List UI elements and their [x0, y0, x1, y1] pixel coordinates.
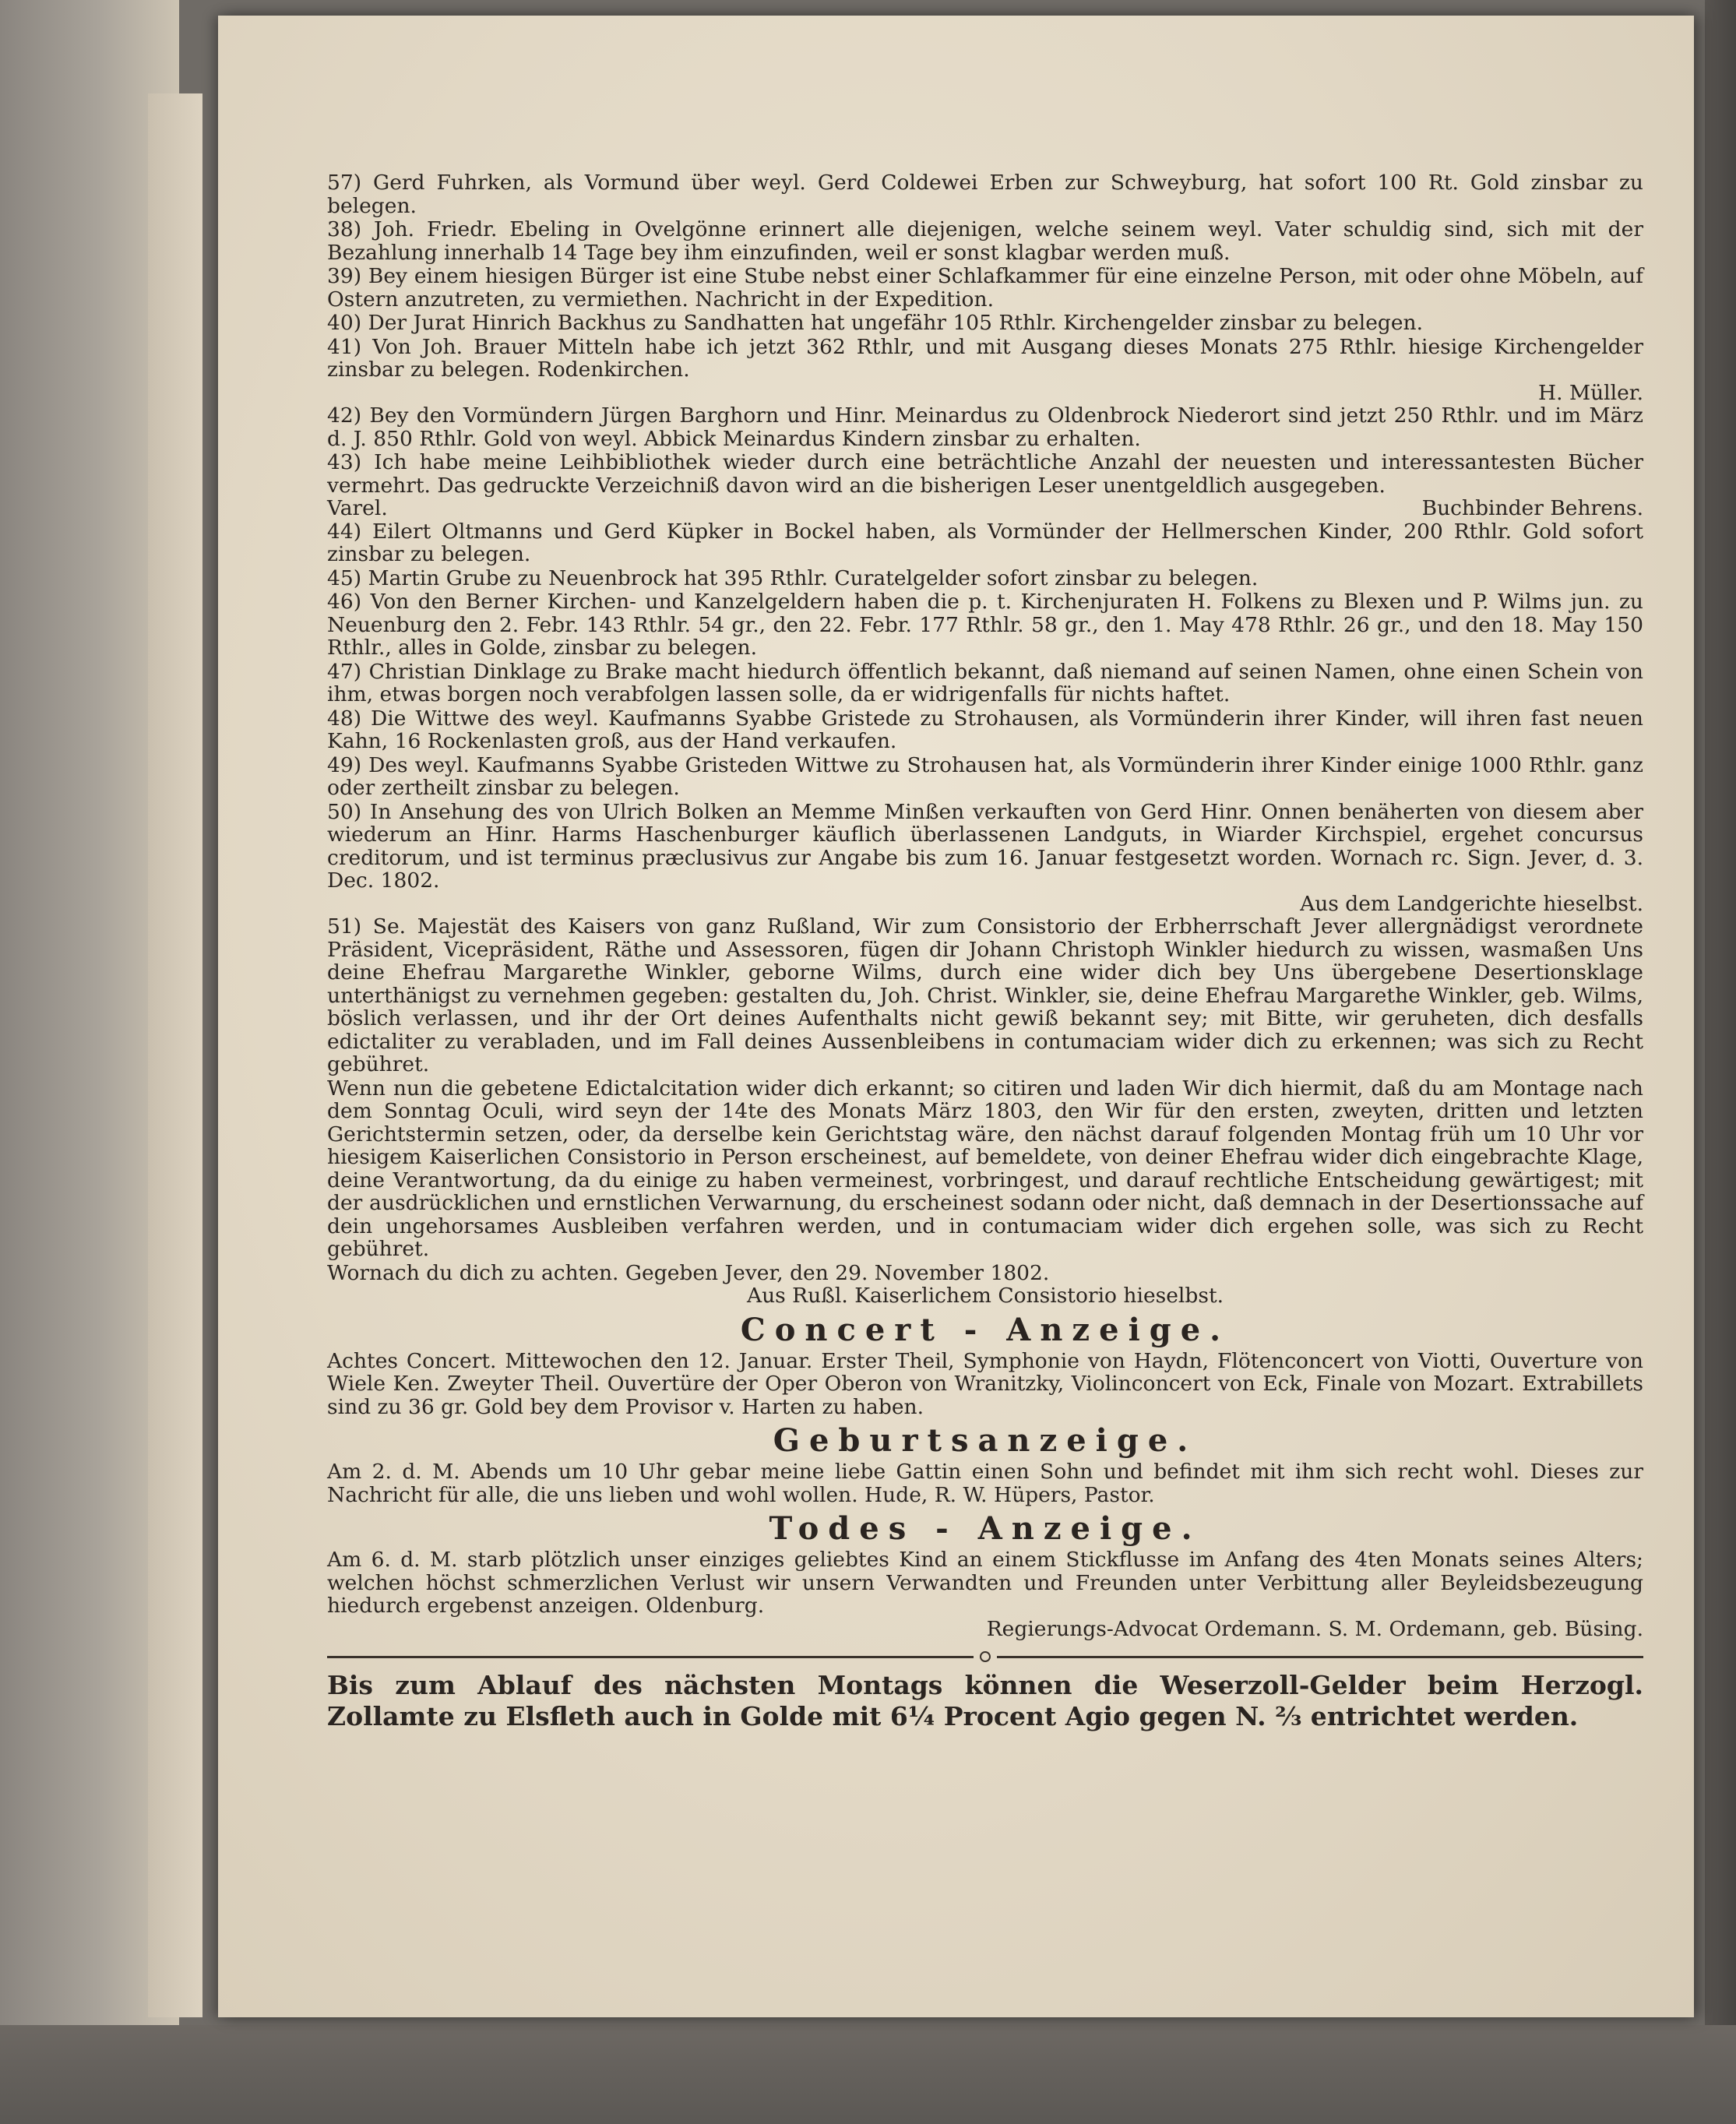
newspaper-page: [218, 16, 1694, 2017]
birth-heading: Geburtsanzeige.: [773, 1422, 1198, 1459]
notice-51-closing: Wornach du dich zu achten. Gegeben Jever, den 29. November 1802.: [327, 1260, 1050, 1285]
signature-43-name: Buchbinder Behrens.: [1421, 496, 1643, 520]
notice-42: 42) Bey den Vormündern Jürgen Barghorn und Hinr. Meinardus zu Oldenbrock Niederort sind jetzt 250 Rthlr. und im März d. J. 850 Rthlr. Gold von weyl. Abbick Meinardus Kindern zinsbar zu erhalten.: [327, 403, 1643, 451]
divider-line-left: [327, 1656, 974, 1658]
notice-48: 48) Die Wittwe des weyl. Kaufmanns Syabbe Gristede zu Strohausen, als Vormünderin ihrer Kinder, will ihren fast neuen Kahn, 16 Rockenlasten groß, aus der Hand verkaufen.: [327, 706, 1643, 753]
scan-background-right: [1705, 0, 1736, 2124]
concert-heading: Concert - Anzeige.: [740, 1311, 1231, 1348]
notice-39: 39) Bey einem hiesigen Bürger ist eine Stube nebst einer Schlafkammer für eine einzelne Person, mit oder ohne Möbeln, auf Ostern anzutreten, zu vermiethen. Nachricht in der Expedition.: [327, 264, 1643, 312]
scan-background-bottom: [0, 2025, 1736, 2124]
notice-47: 47) Christian Dinklage zu Brake macht hiedurch öffentlich bekannt, daß niemand auf seinen Namen, ohne einen Schein von ihm, etwas borgen noch verabfolgen lassen solle, da er widrigenfalls für nichts haftet.: [327, 659, 1643, 706]
death-heading: Todes - Anzeige.: [769, 1510, 1202, 1547]
birth-text: Am 2. d. M. Abends um 10 Uhr gebar meine liebe Gattin einen Sohn und befindet mit ihm sich recht wohl. Dieses zur Nachricht für alle, die uns lieben und wohl wollen. Hude, R. W. Hüpers, Pastor.: [327, 1460, 1643, 1507]
notice-46: 46) Von den Berner Kirchen- und Kanzelgeldern haben die p. t. Kirchenjuraten H. Folkens zu Blexen und P. Wilms jun. zu Neuenburg den 2. Febr. 143 Rthlr. 54 gr., den 22. Febr. 177 Rthlr. 58 gr., den 1. May 478 Rthlr. 26 gr., und den 18. May 150 Rthlr., alles in Golde, zinsbar zu belegen.: [327, 590, 1643, 660]
concert-text: Achtes Concert. Mittewochen den 12. Januar. Erster Theil, Symphonie von Haydn, Flötenconcert von Viotti, Ouverture von Wiele Ken. Zweyter Theil. Ouvertüre der Oper Oberon von Wranitzky, Violinconcert von Eck, Finale von Mozart. Extrabillets sind zu 36 gr. Gold bey dem Provisor v. Harten zu haben.: [327, 1348, 1643, 1419]
notice-43: 43) Ich habe meine Leihbibliothek wieder durch eine beträchtliche Anzahl der neuesten und interessantesten Bücher vermehrt. Das gedruckte Verzeichniß davon wird an die bisherigen Leser unentgeldlich ausgegeben.: [327, 450, 1643, 498]
notice-50: 50) In Ansehung des von Ulrich Bolken an Memme Minßen verkauften von Gerd Hinr. Onnen benäherten von diesem aber wiederum an Hinr. Harms Haschenburger käuflich überlassenen Landguts, in Wiarder Kirchspiel, ergehet concursus creditorum, und ist terminus præclusivus zur Angabe bis zum 16. Januar festgesetzt worden. Wornach rc. Sign. Jever, d. 3. Dec. 1802.: [327, 799, 1643, 893]
notice-40: 40) Der Jurat Hinrich Backhus zu Sandhatten hat ungefähr 105 Rthlr. Kirchengelder zinsbar zu belegen.: [327, 311, 1424, 335]
notice-38: 38) Joh. Friedr. Ebeling in Ovelgönne erinnert alle diejenigen, welche seinem weyl. Vater schuldig sind, sich mit der Bezahlung innerhalb 14 Tage bey ihm einzufinden, weil er sonst klagbar werden muß.: [327, 217, 1643, 265]
underlying-page-edge: [148, 93, 202, 2017]
notice-41: 41) Von Joh. Brauer Mitteln habe ich jetzt 362 Rthlr, und mit Ausgang dieses Monats 275 Rthlr. hiesige Kirchengelder zinsbar zu belegen. Rodenkirchen.: [327, 334, 1643, 382]
notice-57: 57) Gerd Fuhrken, als Vormund über weyl. Gerd Coldewei Erben zur Schweyburg, hat sofort 100 Rt. Gold zinsbar zu belegen.: [327, 171, 1643, 218]
divider-line-right: [997, 1656, 1643, 1658]
notice-51: 51) Se. Majestät des Kaisers von ganz Rußland, Wir zum Consistorio der Erbherrschaft Jever allergnädigst verordnete Präsident, Vicepräsident, Räthe und Assessoren, fügen dir Johann Christoph Winkler hiedurch zu wissen, wasmaßen Uns deine Ehefrau Margarethe Winkler, geborne Wilms, durch eine wider dich bey Uns übergebene Desertionsklage unterthänigst zu vernehmen gegeben: gestalten du, Joh. Christ. Winkler, sie, deine Ehefrau Margarethe Winkler, geb. Wilms, böslich verlassen, und ihr der Ort deines Aufenthalts nicht gewiß bekannt sey; mit Bitte, wir geruheten, dich desfalls edictaliter zu verabladen, und im Fall deines Aussenbleibens in contumaciam wider dich zu erkennen; was sich zu Recht gebühret.: [327, 914, 1643, 1076]
signature-41: H. Müller.: [1538, 380, 1643, 405]
signature-50: Aus dem Landgerichte hieselbst.: [1300, 891, 1643, 916]
section-divider: [327, 1651, 1643, 1662]
notice-45: 45) Martin Grube zu Neuenbrock hat 395 Rthlr. Curatelgelder sofort zinsbar zu belegen.: [327, 565, 1259, 590]
notice-51-citation: Wenn nun die gebetene Edictalcitation wider dich erkannt; so citiren und laden Wir dich hiermit, daß du am Montage nach dem Sonntag Oculi, wird seyn der 14te des Monats März 1803, den Wir für den ersten, zweyten, dritten und letzten Gerichtstermin setzen, oder, da derselbe kein Gerichtstag wäre, den nächst darauf folgenden Montag früh um 10 Uhr vor hiesigem Kaiserlichen Consistorio in Person erscheinest, auf bemeldete, von deiner Ehefrau wider dich eingebrachte Klage, deine Verantwortung, da du einige zu haben vermeinest, vorbringest, und darauf rechtliche Entscheidung gewärtigest; mit der ausdrücklichen und ernstlichen Verwarnung, du erscheinest sodann oder nicht, daß demnach in der Desertionssache auf dein ungehorsames Ausbleiben verfahren werden, und in contumaciam wider dich ergehen solle, was sich zu Recht gebühret.: [327, 1076, 1643, 1261]
page-text-column: [327, 171, 1643, 1732]
closing-notice: Bis zum Ablauf des nächsten Montags können die Weserzoll-Gelder beim Herzogl. Zollamte zu Elsfleth auch in Golde mit 6¼ Procent Agio gegen N. ⅔ entrichtet werden.: [327, 1670, 1643, 1731]
notice-44: 44) Eilert Oltmanns und Gerd Küpker in Bockel haben, als Vormünder der Hellmerschen Kinder, 200 Rthlr. Gold sofort zinsbar zu belegen.: [327, 519, 1643, 566]
divider-ornament: [980, 1651, 991, 1662]
death-text: Am 6. d. M. starb plötzlich unser einziges geliebtes Kind an einem Stickflusse im Anfang des 4ten Monats seines Alters; welchen höchst schmerzlichen Verlust wir unsern Verwandten und Freunden unter Verbittung aller Beyleidsbezeugung hiedurch ergebenst anzeigen. Oldenburg.: [327, 1548, 1643, 1618]
signature-43: [327, 497, 1643, 520]
death-signature: Regierungs-Advocat Ordemann. S. M. Ordemann, geb. Büsing.: [986, 1616, 1643, 1641]
notice-49: 49) Des weyl. Kaufmanns Syabbe Gristeden Wittwe zu Strohausen hat, als Vormünderin ihrer Kinder einige 1000 Rthlr. ganz oder zertheilt zinsbar zu belegen.: [327, 752, 1643, 800]
signature-43-place: Varel.: [327, 496, 388, 520]
signature-51: Aus Rußl. Kaiserlichem Consistorio hieselbst.: [746, 1284, 1224, 1308]
